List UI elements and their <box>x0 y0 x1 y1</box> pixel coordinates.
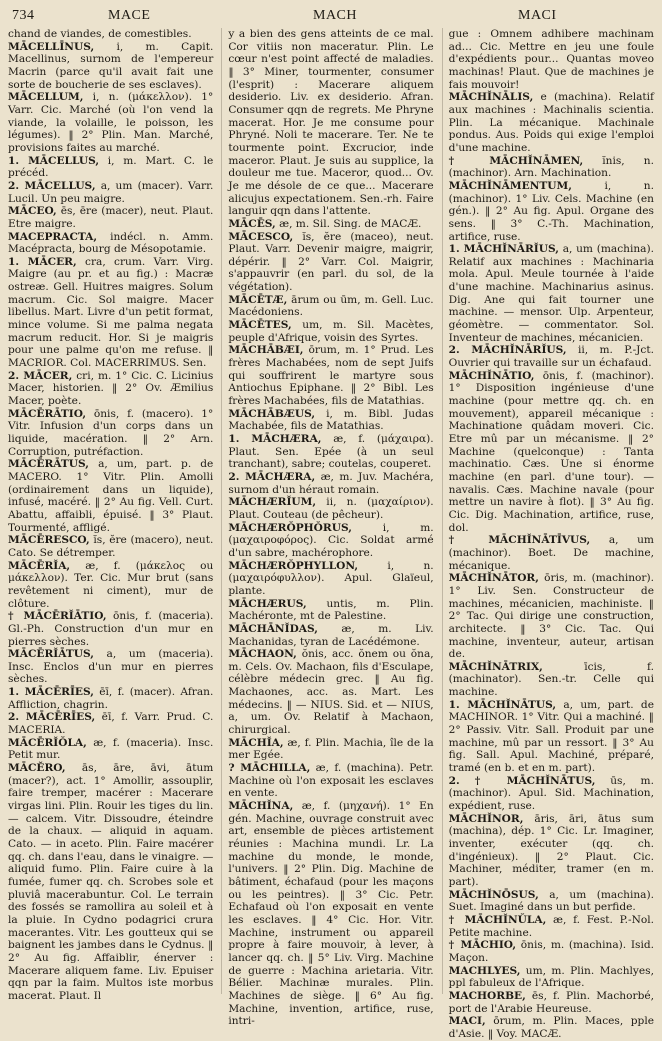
headword: MĀCELLĪNUS, <box>8 40 95 53</box>
entry-definition: æ, f. (μηχανή). 1° En gén. Machine, ouvrage construit avec art, ensemble de pièces artistement réunies : Machina mundi. Lr. La machine du monde, le monde, l'univers. ‖ 2° Plin. Dig. Machine de bâtiment, échafaud (pour les maçons ou les peintres). ‖ 3° Cic. Petr. Echafaud où l'on exposait en vente les esclaves. ‖ 4° Cic. Hor. Vitr. Machine, instrument ou appareil propre à faire mouvoir, à lever, à lancer qq. ch. ‖ 5° Liv. Virg. Machine de guerre : Machina arietaria. Vitr. Bélier. Machinæ murales. Plin. Machines de siège. ‖ 6° Au fig. Machine, invention, artifice, ruse, intri- <box>228 800 434 1028</box>
dictionary-entry <box>449 344 654 369</box>
entry-definition: ii, n. (μαχαίριον). Plaut. Couteau (de pêcheur). <box>228 496 434 521</box>
dictionary-entry <box>8 737 213 762</box>
dictionary-entry <box>228 231 433 294</box>
dictionary-entry <box>228 560 433 598</box>
headword: MĀCĒTÆ, <box>228 293 288 306</box>
entry-definition: um, m. Sil. Macètes, peuple d'Afrique, voisin des Syrtes. <box>228 319 434 344</box>
headword: 2. † MĀCHĬNĀTUS, <box>448 774 596 787</box>
entry-definition: a, um, part. p. de MACERO. 1° Vitr. Plin. Amolli (ordinairement dans un liquide), infusé, macéré. ‖ 2° Au fig. Vell. Curt. Abattu, affaibli, épuisé. ‖ 3° Plaut. Tourmenté, affligé. <box>8 458 214 534</box>
entry-definition: ūs, m. (machinor). Apul. Sid. Machination, expédient, ruse. <box>448 774 654 813</box>
entry-definition: i, m. Capit. Macellinus, surnom de l'empereur Macrin (parce qu'il avait fait une sorte de boucherie de ses esclaves). <box>8 40 214 91</box>
dictionary-entry <box>228 598 433 623</box>
headword: MĀCHĬNĀTIO, <box>448 369 535 382</box>
dictionary-entry <box>449 155 654 180</box>
headword: † MĀCHĬNĀMEN, <box>448 154 584 167</box>
entry-definition: i, n. (μαχαιρόφυλλον). Apul. Glaïeul, plante. <box>228 559 434 597</box>
entry-definition: i, m. (μαχαιροφόρος). Cic. Soldat armé d'un sabre, machérophore. <box>228 521 434 559</box>
entry-definition: i, m. Bibl. Judas Machabée, fils de Matathias. <box>228 407 434 433</box>
entry-definition: æ, m. Liv. Machanidas, tyran de Lacédémone. <box>228 622 434 648</box>
dictionary-entry <box>8 155 213 180</box>
entry-definition: ōnis, f. (machinor). 1° Disposition ingénieuse d'une machine (pour mettre qq. ch. en mouvement), appareil mécanique : Machinatione quâdam moveri. Cic. Etre mû par un mécanisme. ‖ 2° Machine (quelconque) : Tanta machinatio. Cæs. Une si énorme machine (en parl. d'une tour). — navalis. Cæs. Machine navale (pour mettre un navire à flot). ‖ 3° Au fig. Cic. Dig. Machination, artifice, ruse, dol. <box>448 369 654 534</box>
dictionary-entry <box>8 205 213 230</box>
entry-definition: i, m. Mart. C. le précéd. <box>8 154 214 180</box>
headword: MĀCHĬNĀTRIX, <box>448 660 543 673</box>
dictionary-entry <box>228 762 433 800</box>
headword: 1. MĀCHĬNĀTUS, <box>448 698 557 711</box>
dictionary-entry <box>8 458 213 534</box>
headword: † MĀCHĬNĀTĪVUS, <box>448 534 591 547</box>
dictionary-entry <box>449 534 654 572</box>
headword: MĀCHÆRŎPHYLLON, <box>228 559 359 572</box>
dictionary-entry <box>449 91 654 154</box>
column-left <box>8 28 214 1002</box>
headword: MĀCĒS, <box>228 217 276 230</box>
headword: MĀCHĀBÆUS, <box>228 407 316 420</box>
headword: MĀCELLUM, <box>8 91 84 104</box>
entry-definition: gue : Omnem adhibere machinam ad... Cic. Mettre en jeu une foule d'expédients pour... Quantas moveo machinas! Plaut. Que de machines je fais mouvoir! <box>448 28 654 91</box>
dictionary-entry <box>228 623 433 648</box>
headword: 2. MĀCELLUS, <box>8 179 96 192</box>
entry-definition: ēī, f. Varr. Prud. C. MACERIA. <box>8 711 214 737</box>
dictionary-entry <box>8 180 213 205</box>
dictionary-entry <box>228 800 433 1028</box>
dictionary-entry <box>449 1015 654 1040</box>
dictionary-entry <box>8 370 213 408</box>
dictionary-entry <box>228 737 433 762</box>
entry-definition: cri, m. 1° Cic. C. Licinius Macer, historien. ‖ 2° Ov. Æmilius Macer, poète. <box>8 369 214 408</box>
entry-definition: untis, m. Plin. Machéronte, mt de Palestine. <box>228 597 434 623</box>
dictionary-entry <box>449 914 654 939</box>
headword: MĀCHĬA, <box>228 736 284 749</box>
dictionary-entry <box>228 319 433 344</box>
dictionary-entry <box>228 218 433 231</box>
headword: MĀCHÆRŎPHŎRUS, <box>228 521 352 534</box>
headword: MĀCHĬNOR, <box>448 812 524 825</box>
entry-definition: ĭs, ĕre (maceo), neut. Plaut. Varr. Devenir maigre, maigrir, dépérir. ‖ 2° Varr. Col. Maigrir, s'appauvrir (en parl. du sol, de la végétation). <box>228 230 434 294</box>
dictionary-entry <box>228 433 433 471</box>
entry-definition: ēī, f. (macer). Afran. Affliction, chagrin. <box>8 686 214 711</box>
dictionary-entry <box>8 41 213 92</box>
dictionary-entry <box>449 775 654 813</box>
headword: MACI, <box>448 1015 486 1028</box>
headword: MĀCHĀBÆI, <box>228 344 304 357</box>
running-header <box>8 6 654 28</box>
entry-definition: e (machina). Relatif aux machines : Machinalis scientia. Plin. La mécanique. Machinale pondus. Aus. Poids qui exige l'emploi d'une machine. <box>448 91 654 154</box>
headword: MĀCHĀNĬDAS, <box>228 622 318 635</box>
headword: 1. MĀCĒRĪES, <box>8 686 94 699</box>
headword: 2. MĀCĒRĪES, <box>8 711 96 724</box>
entry-definition: a, um (macer). Varr. Lucil. Un peu maigre. <box>8 179 214 205</box>
dictionary-entry <box>228 522 433 560</box>
entry-definition: um, m. Plin. Machlyes, ppl fabuleux de l'Afrique. <box>448 964 654 990</box>
entry-definition: ŏnis, acc. ŏnem ou ŏna, m. Cels. Ov. Machaon, fils d'Esculape, célèbre médecin grec. ‖ Au fig. Machaones, acc. as. Mart. Les médecins. ‖ — NIUS. Sid. et — NIUS, a, um. Ov. Relatif à Machaon, chirurgical. <box>228 648 434 737</box>
headword: ? MĀCHILLA, <box>228 762 311 775</box>
dictionary-entry <box>449 243 654 344</box>
entry-definition: a, um (machina). Relatif aux machines : Machinaria mola. Apul. Meule tournée à l'aide d'une machine. Machinarius asinus. Dig. Ane qui fait tourner une machine. — mensor. Ulp. Arpenteur, géomètre. — commentator. Sol. Inventeur de machines, mécanicien. <box>448 243 654 344</box>
entry-definition: a, um (machinor). Boet. De machine, mécanique. <box>448 534 654 572</box>
entry-definition: æ, m. Sil. Sing. de MACÆ. <box>275 217 422 230</box>
entry-definition: ōnis, f. (macero). 1° Vitr. Infusion d'un corps dans un liquide, macération. ‖ 2° Arn. Corruption, putréfaction. <box>8 407 214 458</box>
dictionary-entry <box>8 610 213 648</box>
headword: 1. MĀCER, <box>8 255 77 268</box>
dictionary-entry <box>449 28 654 91</box>
dictionary-entry <box>228 408 433 433</box>
dictionary-entry <box>8 560 213 611</box>
headword: MACEPRACTA, <box>8 230 98 243</box>
entry-definition: cra, crum. Varr. Virg. Maigre (au pr. et au fig.) : Macræ ostreæ. Gell. Huitres maigres. Solum macrum. Cic. Sol maigre. Macer libellus. Mart. Livre d'un petit format, mince volume. Si me palma negata macrum reducit. Hor. Si je maigris pour une palme qu'on me refuse. ‖ MACRIOR. Col. MACERRIMUS. Sen. <box>8 255 214 370</box>
entry-definition: a, um (machina). Suet. Imaginé dans un but perfide. <box>448 888 654 914</box>
headword: MĀCHAON, <box>228 648 297 661</box>
headword: MACHLYES, <box>448 964 521 977</box>
entry-definition: āris, āri, ātus sum (machina), dép. 1° Cic. Lr. Imaginer, inventer, exécuter (qq. ch. d'ingénieux). ‖ 2° Plaut. Cic. Machiner, méditer, tramer (en m. part). <box>448 812 654 888</box>
headword: MĀCHĬNĀMENTUM, <box>448 179 572 192</box>
entry-definition: ii, m. P.-Jct. Ouvrier qui travaille sur un échafaud. <box>448 344 654 370</box>
header-guide-left: MACE <box>108 8 151 23</box>
entry-definition: ēs, f. Plin. Machorbé, port de l'Arabie Heureuse. <box>448 989 654 1015</box>
entry-definition: īcis, f. (machinator). Sen.-tr. Celle qui machine. <box>448 660 654 699</box>
entry-definition: æ, f. (μάχαιρα). Plaut. Sen. Epée (à un seul tranchant), sabre; coutelas, couperet. <box>228 433 434 471</box>
headword: MĀCESCO, <box>228 230 294 243</box>
dictionary-entry <box>8 28 213 41</box>
entry-definition: i, n. (μάκελλον). 1° Varr. Cic. Marché (où l'on vend la viande, la volaille, le poisson, les légumes). ‖ 2° Plin. Man. Marché, provisions faites au marché. <box>8 91 214 154</box>
entry-definition: æ, f. (μάκελος ou μάκελλον). Ter. Cic. Mur brut (sans revêtement ni ciment), mur de clôture. <box>8 559 214 610</box>
dictionary-entry <box>8 534 213 559</box>
text-columns <box>8 28 654 1040</box>
dictionary-entry <box>228 471 433 496</box>
headword: † MĀCHIO, <box>448 939 517 952</box>
dictionary-entry <box>8 686 213 711</box>
headword: MĀCHĬNŌSUS, <box>448 888 539 901</box>
dictionary-entry <box>449 370 654 535</box>
entry-definition: æ, f. (machina). Petr. Machine où l'on exposait les esclaves en vente. <box>228 762 434 800</box>
headword: MĀCĒRESCO, <box>8 534 90 547</box>
entry-definition: a, um, part. de MACHINOR. 1° Vitr. Qui a machiné. ‖ 2° Passiv. Vitr. Sall. Produit par une machine, mû par un ressort. ‖ 3° Au fig. Sall. Apul. Machiné, préparé, tramé (en b. et en m. part). <box>448 698 654 775</box>
entry-definition: y a bien des gens atteints de ce mal. Cor vitiis non maceratur. Plin. Le cœur n'est point affecté de maladies. ‖ 3° Miner, tourmenter, consumer (l'esprit) : Macerare aliquem desiderio. Liv. ex desiderio. Afran. Consumer qqn de regrets. Me Phryne macerat. Hor. Je me consume pour Phryné. Noli te macerare. Ter. Ne te tourmente point. Excrucior, inde maceror. Plaut. Je suis au supplice, la douleur me tue. Maceror, quod... Ov. Je me désole de ce que... Macerare alicujus expectationem. Sen.-rh. Faire languir qqn dans l'attente. <box>228 28 434 218</box>
dictionary-entry <box>228 344 433 407</box>
headword: 1. MĀCHÆRA, <box>228 433 322 445</box>
dictionary-entry <box>8 648 213 686</box>
column-right <box>442 28 654 1040</box>
entry-definition: æ, f. Fest. P.-Nol. Petite machine. <box>448 913 654 939</box>
column-middle <box>221 28 434 1028</box>
headword: MĀCHÆRUS, <box>228 597 307 610</box>
entry-definition: æ, m. Juv. Machéra, surnom d'un héraut romain. <box>228 470 434 496</box>
dictionary-entry <box>8 231 213 256</box>
headword: 1. MĀCHĬNĀRĬUS, <box>448 243 559 256</box>
dictionary-entry <box>8 91 213 154</box>
dictionary-entry <box>449 699 654 775</box>
headword: 2. MĀCHĬNĀRĬUS, <box>448 344 567 357</box>
headword: † MĀCĒRĬĀTIO, <box>8 610 107 623</box>
entry-definition: ĭnis, n. (machinor). Arn. Machination. <box>448 154 654 180</box>
dictionary-entry <box>228 294 433 319</box>
dictionary-entry <box>8 408 213 459</box>
dictionary-entry <box>8 711 213 736</box>
entry-definition: ōnis, f. (maceria). Gl.-Ph. Construction d'un mur en pierres sèches. <box>8 610 214 648</box>
dictionary-entry <box>449 572 654 661</box>
dictionary-entry <box>449 990 654 1015</box>
dictionary-entry <box>228 496 433 521</box>
entry-definition: indécl. n. Amm. Macépracta, bourg de Mésopotamie. <box>8 230 214 256</box>
headword: MĀCĒRĬĀTUS, <box>8 648 94 661</box>
headword: MĀCEO, <box>8 205 57 218</box>
entry-definition: ēs, ēre (macer), neut. Plaut. Etre maigre. <box>8 205 214 230</box>
headword: 2. MĀCHÆRA, <box>228 470 316 483</box>
dictionary-entry <box>8 256 213 370</box>
entry-definition: ārum ou ūm, m. Gell. Luc. Macédoniens. <box>228 293 434 319</box>
headword: 2. MĀCER, <box>8 369 73 382</box>
headword: MĀCĒTES, <box>228 319 292 332</box>
headword: MĀCHĬNĀTOR, <box>448 572 539 585</box>
headword: MĀCĒRĬŎLA, <box>8 736 87 749</box>
dictionary-entry <box>449 939 654 964</box>
headword: MĀCĒRĬA, <box>8 559 71 572</box>
headword: 1. MĀCELLUS, <box>8 154 100 167</box>
header-guide-center: MACH <box>313 8 358 23</box>
entry-definition: i, n. (machinor). 1° Liv. Cels. Machine (en gén.). ‖ 2° Au fig. Apul. Organe des sens. ‖ 3° C.-Th. Machination, artifice, ruse. <box>448 179 654 243</box>
entry-definition: ĭs, ĕre (macero), neut. Cato. Se détremper. <box>8 534 214 559</box>
headword: MĀCĔRO, <box>8 762 66 775</box>
dictionary-entry <box>449 965 654 990</box>
dictionary-entry <box>8 762 213 1002</box>
header-guide-right: MACI <box>518 8 557 23</box>
headword: MĀCHĬNA, <box>228 800 294 813</box>
entry-definition: ōris, m. (machinor). 1° Liv. Sen. Constructeur de machines, mécanicien, machiniste. ‖ 2° Tac. Qui dirige une construction, architecte. ‖ 3° Cic. Tac. Qui machine, inventeur, auteur, artisan de. <box>448 572 654 661</box>
dictionary-entry <box>449 661 654 699</box>
entry-definition: æ, f. (maceria). Insc. Petit mur. <box>8 736 214 762</box>
dictionary-entry <box>228 648 433 737</box>
entry-definition: ās, āre, āvi, ātum (macer?), act. 1° Amollir, assouplir, faire tremper, macérer : Macerare virgas lini. Plin. Rouir les tiges du lin. — calcem. Vitr. Dissoudre, éteindre de la chaux. — aliquid in aquam. Cato. — in aceto. Plin. Faire macérer qq. ch. dans l'eau, dans le vinaigre. — aliquid fumo. Plin. Faire cuire à la fumée, fumer qq. ch. Scrobes sole et pluviâ macerabuntur. Col. Le terrain des fossés se ramollira au soleil et à la pluie. In Cydno podagrici crura macerantes. Vitr. Les goutteux qui se baignent les jambes dans le Cydnus. ‖ 2° Au fig. Affaiblir, énerver : Macerare aliquem fame. Liv. Epuiser qqn par la faim. Multos iste morbus macerat. Plaut. Il <box>8 762 214 1002</box>
entry-definition: æ, f. Plin. Machia, île de la mer Egée. <box>228 736 434 762</box>
dictionary-entry <box>449 889 654 914</box>
page-number: 734 <box>12 8 35 23</box>
headword: MĀCHĬNĀLIS, <box>448 91 534 104</box>
dictionary-entry <box>449 180 654 243</box>
entry-definition: ōrum, m. 1° Prud. Les frères Machabées, nom de sept Juifs qui souffrirent le martyre sous Antiochus Epiphane. ‖ 2° Bibl. Les frères Machabées, fils de Matathias. <box>228 344 434 408</box>
entry-definition: ōnis, m. (machina). Isid. Maçon. <box>448 939 654 964</box>
dictionary-entry <box>449 813 654 889</box>
entry-definition: a, um (maceria). Insc. Enclos d'un mur en pierres sèches. <box>8 648 214 686</box>
headword: † MĀCHĬNŬLA, <box>448 913 547 926</box>
headword: MĀCĒRĀTIO, <box>8 407 87 420</box>
headword: MACHORBE, <box>448 989 526 1002</box>
entry-definition: ōrum, m. Plin. Maces, pple d'Asie. ‖ Voy. MACÆ. <box>448 1015 654 1040</box>
headword: MĀCHÆRĬUM, <box>228 496 317 509</box>
dictionary-entry <box>228 28 433 218</box>
entry-definition: chand de viandes, de comestibles. <box>8 28 192 40</box>
headword: MĀCĒRĀTUS, <box>8 458 89 471</box>
